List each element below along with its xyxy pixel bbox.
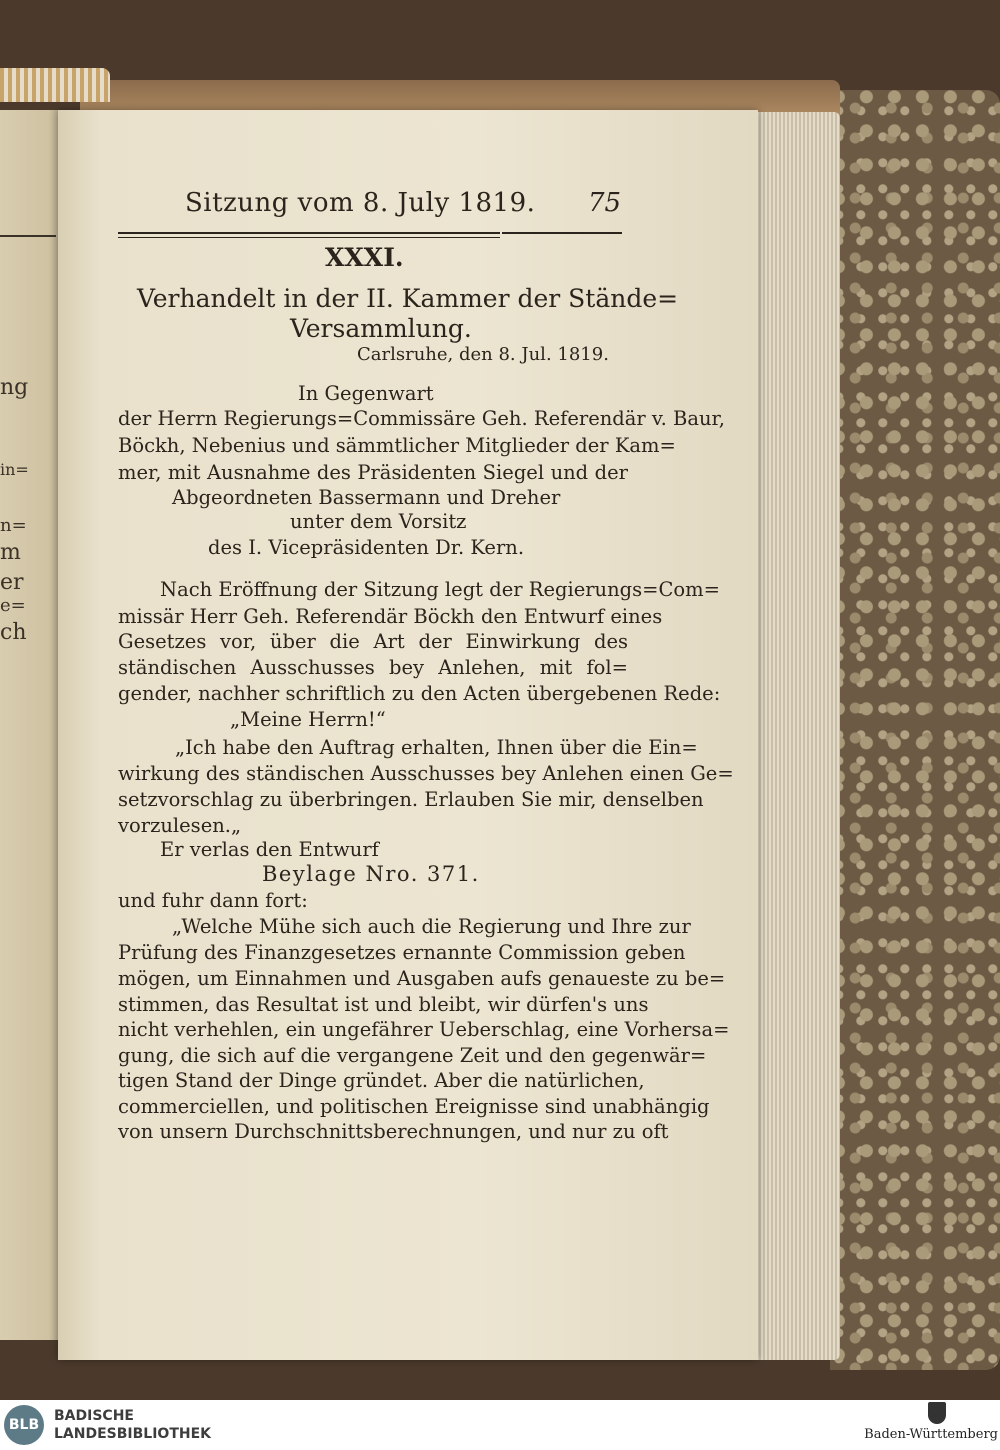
text-line: gung, die sich auf die vergangene Zeit und den gegenwär= — [118, 1044, 707, 1067]
text-line: und fuhr dann fort: — [118, 889, 308, 912]
left-fragment: in= — [0, 460, 29, 479]
text-line: des I. Vicepräsidenten Dr. Kern. — [208, 536, 525, 559]
library-name-line2: LANDESBIBLIOTHEK — [54, 1426, 212, 1442]
text-line: von unsern Durchschnittsberechnungen, und nur zu oft — [118, 1120, 669, 1143]
header-rule-right — [502, 232, 622, 234]
blb-logo-icon[interactable] — [4, 1405, 44, 1445]
coat-of-arms-icon — [928, 1402, 946, 1424]
left-fragment: ch — [0, 620, 27, 645]
text-line: „Ich habe den Auftrag erhalten, Ihnen über die Ein= — [175, 736, 698, 759]
text-line: der Herrn Regierungs=Commissäre Geh. Referendär v. Baur, — [118, 407, 725, 430]
text-line: wirkung des ständischen Ausschusses bey Anlehen einen Ge= — [118, 762, 734, 785]
text-line: „Meine Herrn!“ — [230, 708, 386, 731]
header-rule-thin — [118, 237, 500, 238]
text-line: tigen Stand der Dinge gründet. Aber die natürlichen, — [118, 1069, 645, 1092]
text-line: Er verlas den Entwurf — [160, 838, 379, 861]
book-headband — [0, 68, 110, 102]
text-line: Nach Eröffnung der Sitzung legt der Regierungs=Com= — [160, 578, 720, 601]
place-date: Carlsruhe, den 8. Jul. 1819. — [357, 344, 609, 365]
running-head: Sitzung vom 8. July 1819. — [185, 188, 536, 218]
page-number: 75 — [588, 188, 622, 218]
left-fragment: er — [0, 570, 24, 595]
text-line: setzvorschlag zu überbringen. Erlauben Sie mir, denselben — [118, 788, 704, 811]
title-line: Verhandelt in der II. Kammer der Stände= — [137, 284, 679, 313]
text-line: mögen, um Einnahmen und Ausgaben aufs genaueste zu be= — [118, 967, 726, 990]
text-line: In Gegenwart — [298, 382, 434, 405]
header-rule — [118, 232, 500, 234]
text-line: missär Herr Geh. Referendär Böckh den Entwurf eines — [118, 605, 663, 628]
text-line: commerciellen, und politischen Ereignisse sind unabhängig — [118, 1095, 710, 1118]
text-line: nicht verhehlen, ein ungefährer Ueberschlag, eine Vorhersa= — [118, 1018, 730, 1041]
left-fragment: e= — [0, 595, 26, 616]
library-name-line1: BADISCHE — [54, 1408, 134, 1424]
marbled-cover-edge — [830, 90, 1000, 1370]
left-fragment: ng — [0, 375, 29, 400]
logo-text: BLB — [8, 1417, 40, 1433]
text-line: mer, mit Ausnahme des Präsidenten Siegel und der — [118, 461, 628, 484]
left-page-rule — [0, 235, 56, 237]
left-fragment: m — [0, 540, 21, 565]
left-fragment: n= — [0, 515, 27, 536]
text-line: Gesetzes vor, über die Art der Einwirkung des — [118, 630, 628, 653]
text-line: Prüfung des Finanzgesetzes ernannte Commission geben — [118, 941, 686, 964]
appendix-reference: Beylage Nro. 371. — [262, 862, 480, 886]
text-line: Abgeordneten Bassermann und Dreher — [172, 486, 561, 509]
text-line: gender, nachher schriftlich zu den Acten übergebenen Rede: — [118, 682, 721, 705]
footer-bar — [0, 1400, 1000, 1450]
library-name[interactable] — [54, 1407, 211, 1443]
text-line: stimmen, das Resultat ist und bleibt, wir dürfen's uns — [118, 993, 649, 1016]
text-line: „Welche Mühe sich auch die Regierung und Ihre zur — [172, 915, 691, 938]
section-heading: XXXI. — [325, 243, 404, 272]
state-name: Baden-Württemberg — [864, 1427, 998, 1442]
text-line: Böckh, Nebenius und sämmtlicher Mitglieder der Kam= — [118, 434, 676, 457]
text-line: ständischen Ausschusses bey Anlehen, mit fol= — [118, 656, 628, 679]
page-block-edge — [745, 112, 840, 1360]
title-line: Versammlung. — [290, 314, 472, 343]
text-line: vorzulesen.„ — [118, 814, 242, 837]
text-line: unter dem Vorsitz — [290, 510, 467, 533]
